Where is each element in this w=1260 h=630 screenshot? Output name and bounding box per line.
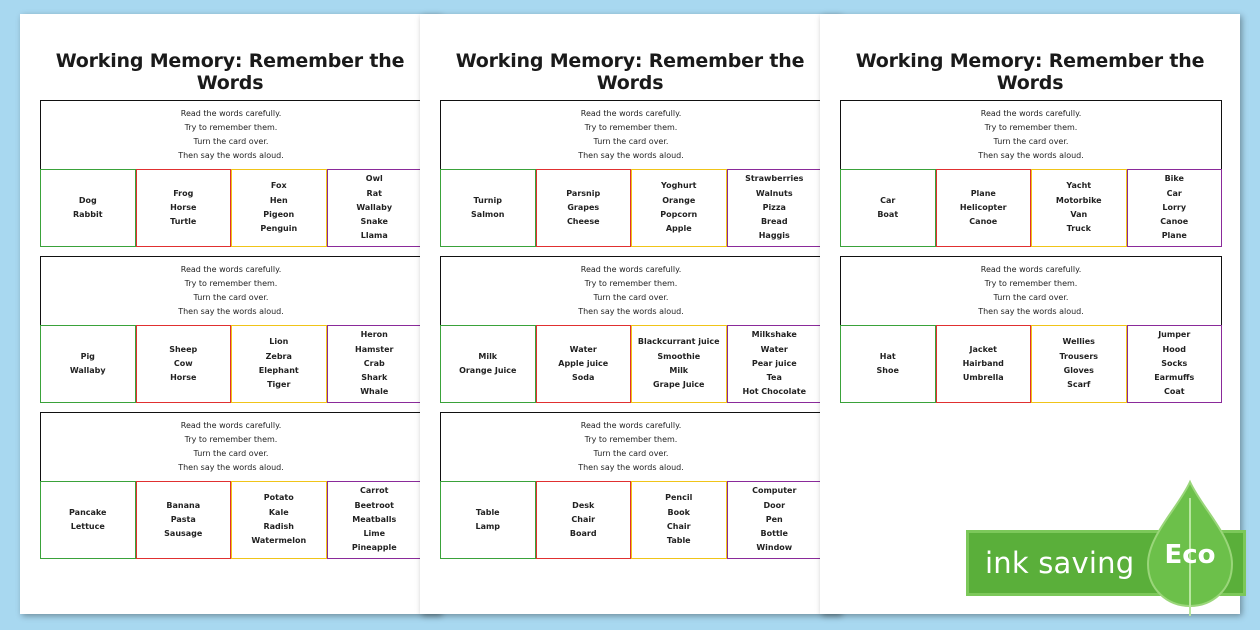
word-item: Apple [665, 224, 692, 234]
word-item: Soda [572, 373, 595, 383]
memory-card [440, 100, 822, 248]
word-boxes-row [440, 481, 822, 559]
word-item: Smoothie [657, 351, 701, 361]
word-item: Elephant [258, 366, 299, 375]
word-item: Truck [1066, 224, 1091, 234]
word-item: Bread [760, 217, 788, 227]
memory-card [840, 256, 1222, 404]
word-item: Water [569, 344, 597, 354]
word-item: Shoe [876, 366, 899, 375]
word-box-red [936, 325, 1032, 403]
word-box-yellow [231, 481, 327, 559]
word-box-yellow [231, 325, 327, 403]
word-item: Pancake [69, 507, 107, 517]
word-item: Whale [360, 387, 389, 397]
word-boxes-row [840, 169, 1222, 247]
word-item: Milk [669, 366, 689, 375]
ink-saving-label: ink saving [985, 546, 1135, 580]
word-box-green [840, 169, 936, 247]
instruction-line: Then say the words aloud. [578, 151, 684, 160]
instruction-line: Read the words carefully. [580, 265, 682, 274]
word-item: Apple juice [558, 358, 609, 368]
word-item: Book [667, 507, 690, 517]
word-box-yellow [1031, 169, 1127, 247]
word-item: Horse [170, 202, 197, 212]
instruction-line: Turn the card over. [593, 449, 669, 458]
word-item: Wellies [1062, 337, 1095, 347]
word-item: Pigeon [263, 210, 295, 219]
word-item: Sausage [164, 529, 203, 539]
word-boxes-row [40, 325, 422, 403]
instruction-line: Try to remember them. [584, 123, 678, 132]
word-box-purple [727, 481, 823, 559]
word-item: Horse [170, 373, 197, 383]
instruction-line: Try to remember them. [184, 123, 278, 132]
word-item: Bottle [760, 529, 788, 539]
word-box-red [136, 325, 232, 403]
instruction-line: Read the words carefully. [980, 265, 1082, 274]
word-item: Walnuts [755, 188, 793, 198]
word-item: Window [756, 543, 793, 553]
instruction-line: Then say the words aloud. [178, 151, 284, 160]
memory-card [840, 100, 1222, 248]
word-item: Scarf [1067, 380, 1091, 390]
eco-leaf-label: Eco [1164, 540, 1216, 570]
word-item: Popcorn [660, 210, 698, 219]
word-box-green [40, 325, 136, 403]
word-item: Van [1070, 210, 1088, 219]
word-item: Yoghurt [661, 181, 697, 191]
word-item: Milk [478, 351, 498, 361]
word-item: Canoe [969, 217, 998, 227]
word-item: Strawberries [745, 174, 804, 184]
word-item: Canoe [1160, 217, 1189, 227]
word-item: Salmon [471, 210, 505, 219]
word-box-purple [327, 325, 423, 403]
word-boxes-row [440, 325, 822, 403]
word-item: Helicopter [959, 202, 1007, 212]
word-item: Pasta [170, 514, 196, 524]
word-box-red [136, 481, 232, 559]
word-item: Blackcurrant juice [637, 337, 720, 347]
word-item: Gloves [1063, 366, 1094, 375]
word-item: Lamp [475, 522, 501, 531]
word-item: Turnip [473, 195, 502, 205]
instructions-box [440, 100, 822, 170]
word-box-green [440, 325, 536, 403]
word-box-yellow [631, 169, 727, 247]
word-item: Cheese [566, 217, 600, 227]
word-item: Hot Chocolate [742, 387, 806, 397]
word-item: Pizza [762, 202, 786, 212]
instruction-line: Then say the words aloud. [178, 307, 284, 316]
word-boxes-row [440, 169, 822, 247]
instruction-line: Read the words carefully. [580, 421, 682, 430]
word-item: Pig [80, 351, 95, 361]
instructions-box [40, 412, 422, 482]
word-boxes-row [40, 169, 422, 247]
instruction-line: Read the words carefully. [580, 109, 682, 118]
word-box-purple [727, 169, 823, 247]
word-item: Pineapple [351, 543, 397, 553]
memory-card [440, 256, 822, 404]
word-item: Umbrella [962, 373, 1004, 383]
word-item: Earmuffs [1154, 373, 1195, 383]
instruction-line: Read the words carefully. [980, 109, 1082, 118]
word-item: Water [760, 344, 788, 354]
memory-card [40, 412, 422, 560]
instruction-line: Turn the card over. [593, 293, 669, 302]
word-item: Llama [360, 231, 388, 241]
word-item: Grape Juice [653, 380, 705, 390]
word-item: Crab [363, 358, 385, 368]
word-item: Pen [765, 514, 783, 524]
word-item: Lorry [1162, 202, 1187, 212]
word-item: Desk [572, 500, 595, 510]
word-item: Motorbike [1055, 195, 1102, 205]
word-box-green [440, 481, 536, 559]
memory-card [40, 256, 422, 404]
instruction-line: Read the words carefully. [180, 265, 282, 274]
instruction-line: Then say the words aloud. [578, 463, 684, 472]
instruction-line: Turn the card over. [193, 449, 269, 458]
word-box-red [936, 169, 1032, 247]
word-item: Table [666, 536, 691, 546]
word-box-green [840, 325, 936, 403]
instruction-line: Try to remember them. [584, 279, 678, 288]
instructions-box [440, 256, 822, 326]
word-item: Turtle [170, 217, 197, 227]
word-boxes-row [40, 481, 422, 559]
word-item: Orange [662, 195, 696, 205]
word-item: Haggis [758, 231, 790, 241]
instruction-line: Then say the words aloud. [978, 151, 1084, 160]
word-item: Wallaby [69, 366, 106, 375]
word-item: Rat [366, 188, 382, 198]
word-item: Lion [269, 337, 289, 347]
word-item: Hat [879, 351, 896, 361]
word-item: Pear juice [751, 358, 797, 368]
word-item: Coat [1163, 387, 1185, 397]
word-item: Frog [173, 188, 194, 198]
word-box-green [40, 169, 136, 247]
word-item: Carrot [360, 486, 389, 496]
word-item: Table [475, 507, 500, 517]
page-title: Working Memory: Remember the Words [455, 50, 805, 94]
instruction-line: Read the words carefully. [180, 421, 282, 430]
instruction-line: Turn the card over. [193, 137, 269, 146]
instruction-line: Try to remember them. [984, 279, 1078, 288]
worksheet-page-1 [20, 14, 440, 614]
word-item: Hood [1162, 344, 1186, 354]
word-item: Jumper [1158, 330, 1191, 340]
instruction-line: Then say the words aloud. [578, 307, 684, 316]
instruction-line: Turn the card over. [993, 293, 1069, 302]
word-box-purple [327, 481, 423, 559]
word-item: Hairband [962, 358, 1004, 368]
instruction-line: Try to remember them. [584, 435, 678, 444]
word-item: Board [569, 529, 597, 539]
word-item: Cow [173, 358, 193, 368]
word-item: Lime [363, 529, 386, 539]
word-box-yellow [631, 481, 727, 559]
word-item: Beetroot [354, 500, 395, 510]
word-item: Rabbit [72, 210, 103, 219]
word-item: Meatballs [352, 514, 397, 524]
word-box-red [536, 169, 632, 247]
word-item: Potato [263, 493, 294, 503]
word-box-red [136, 169, 232, 247]
word-item: Banana [166, 500, 201, 510]
word-item: Socks [1161, 358, 1188, 368]
word-item: Jacket [969, 344, 997, 354]
word-item: Snake [360, 217, 388, 227]
instruction-line: Try to remember them. [184, 435, 278, 444]
word-box-purple [727, 325, 823, 403]
word-item: Trousers [1059, 351, 1099, 361]
page-title: Working Memory: Remember the Words [855, 50, 1205, 94]
word-item: Orange Juice [459, 366, 517, 375]
word-item: Grapes [567, 202, 600, 212]
word-item: Radish [263, 522, 294, 531]
word-box-yellow [631, 325, 727, 403]
word-item: Zebra [265, 351, 292, 361]
word-box-yellow [1031, 325, 1127, 403]
instruction-line: Then say the words aloud. [178, 463, 284, 472]
word-item: Chair [571, 514, 596, 524]
instructions-box [840, 100, 1222, 170]
instructions-box [40, 100, 422, 170]
worksheet-page-2 [420, 14, 840, 614]
word-item: Tiger [267, 380, 291, 390]
page-title: Working Memory: Remember the Words [55, 50, 405, 94]
word-item: Boat [877, 210, 899, 219]
word-item: Sheep [169, 344, 198, 354]
word-box-green [440, 169, 536, 247]
memory-card [40, 100, 422, 248]
word-item: Owl [365, 174, 383, 184]
word-item: Lettuce [70, 522, 105, 531]
word-box-red [536, 481, 632, 559]
instruction-line: Then say the words aloud. [978, 307, 1084, 316]
word-item: Fox [270, 181, 287, 191]
word-box-green [40, 481, 136, 559]
word-item: Penguin [260, 224, 298, 234]
memory-card [440, 412, 822, 560]
word-boxes-row [840, 325, 1222, 403]
word-item: Computer [752, 486, 797, 496]
word-item: Car [880, 195, 896, 205]
word-item: Parsnip [566, 188, 601, 198]
word-box-purple [1127, 169, 1223, 247]
word-item: Chair [666, 522, 691, 531]
word-item: Tea [766, 373, 782, 383]
word-item: Watermelon [251, 536, 307, 546]
word-item: Wallaby [356, 202, 393, 212]
instruction-line: Turn the card over. [193, 293, 269, 302]
word-item: Heron [360, 330, 388, 340]
word-item: Hen [269, 195, 288, 205]
instruction-line: Turn the card over. [993, 137, 1069, 146]
word-item: Pencil [665, 493, 693, 503]
instruction-line: Read the words carefully. [180, 109, 282, 118]
instruction-line: Try to remember them. [984, 123, 1078, 132]
word-item: Yacht [1066, 181, 1092, 191]
word-box-purple [1127, 325, 1223, 403]
word-item: Bike [1164, 174, 1184, 184]
word-item: Milkshake [751, 330, 797, 340]
instructions-box [40, 256, 422, 326]
word-item: Hamster [355, 344, 394, 354]
word-box-purple [327, 169, 423, 247]
instructions-box [840, 256, 1222, 326]
word-box-yellow [231, 169, 327, 247]
word-item: Dog [78, 195, 97, 205]
word-item: Shark [361, 373, 388, 383]
instructions-box [440, 412, 822, 482]
instruction-line: Try to remember them. [184, 279, 278, 288]
word-item: Car [1166, 188, 1182, 198]
instruction-line: Turn the card over. [593, 137, 669, 146]
word-item: Door [763, 500, 786, 510]
word-item: Plane [970, 188, 996, 198]
word-box-red [536, 325, 632, 403]
word-item: Plane [1161, 231, 1187, 241]
word-item: Kale [268, 507, 289, 517]
